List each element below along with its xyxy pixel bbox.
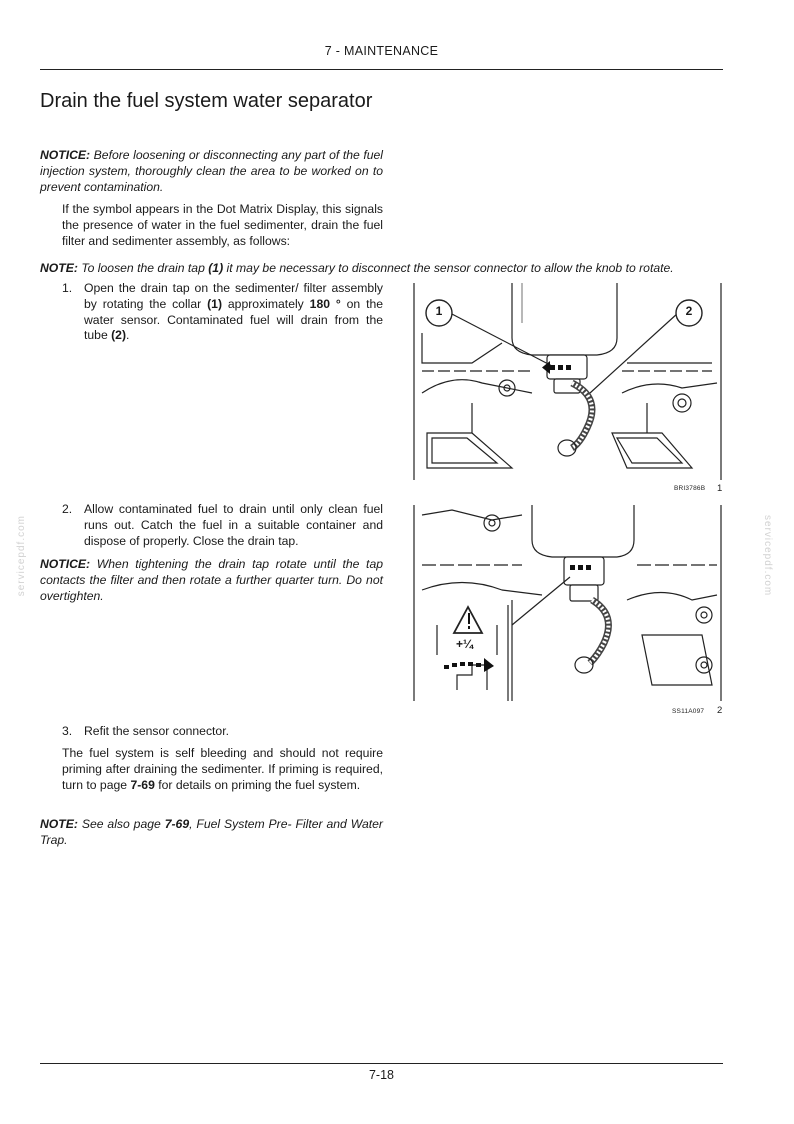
angle-value: 180 °	[309, 296, 341, 311]
bleed-paragraph	[62, 746, 383, 793]
step-number: 2.	[62, 502, 73, 516]
step-text	[84, 281, 383, 344]
figure-2-number: 2	[717, 705, 723, 716]
note-text: See also page	[81, 817, 161, 831]
step-text-part: .	[126, 328, 130, 343]
figure-1-illustration	[412, 283, 723, 480]
page-title: Drain the fuel system water separator	[40, 90, 373, 112]
drain-tap-tighten-diagram	[412, 505, 723, 701]
figure-2-code: SS11A097	[672, 708, 705, 715]
note-label: NOTE:	[40, 261, 78, 275]
page-ref: 7-69	[130, 777, 155, 792]
page-ref: 7-69	[164, 817, 190, 831]
page-number: 7-18	[368, 1068, 395, 1082]
note-text-pre: To loosen the drain tap	[81, 261, 205, 275]
footer-rule	[40, 1063, 723, 1064]
note-ref: (1)	[208, 261, 224, 275]
note-paragraph-2	[40, 817, 383, 849]
step-number: 1.	[62, 281, 73, 295]
notice-paragraph	[40, 148, 383, 195]
step-1	[62, 281, 383, 344]
notice-paragraph-2	[40, 557, 383, 604]
section-header: 7 - MAINTENANCE	[324, 44, 439, 58]
figure-1-number: 1	[717, 483, 723, 494]
watermark-right: servicepdf.com	[762, 515, 773, 597]
notice-text: When tightening the drain tap rotate until the tap contacts the filter and then rotate a further quarter turn. Do not overtighten.	[40, 557, 383, 603]
notice-label: NOTICE:	[40, 148, 91, 162]
sedimenter-drain-diagram	[412, 283, 723, 480]
bleed-text: The fuel system is self bleeding and should not require priming after draining the sedimenter. If priming is required, turn to page	[62, 746, 383, 792]
note-text-post: it may be necessary to disconnect the sensor connector to allow the knob to rotate.	[226, 261, 674, 275]
header-rule	[40, 69, 723, 70]
step-text-part: approximately	[227, 296, 304, 311]
step-text-part: Open the drain tap on the sedimenter/ filter assembly by rotating the collar	[84, 281, 383, 311]
figure-2-illustration	[412, 505, 723, 701]
note-text: , Fuel System Pre- Filter and Water Trap.	[40, 817, 383, 847]
step-3	[62, 724, 383, 740]
callout-2: 2	[685, 304, 693, 318]
step-text-part: on the water sensor. Contaminated fuel will drain from the tube	[84, 296, 384, 343]
step-2	[62, 502, 383, 549]
note-paragraph	[40, 261, 740, 277]
callout-ref: (2)	[111, 328, 127, 343]
step-text: Refit the sensor connector.	[84, 724, 229, 738]
notice-label: NOTICE:	[40, 557, 91, 571]
step-text: Allow contaminated fuel to drain until only clean fuel runs out. Catch the fuel in a suitable container and dispose of properly. Close the drain tap.	[84, 502, 383, 548]
note-label: NOTE:	[40, 817, 78, 831]
callout-1: 1	[435, 304, 443, 318]
figure-1-code: BRI3786B	[674, 485, 706, 492]
notice-text: Before loosening or disconnecting any part of the fuel injection system, thoroughly clean the area to be worked on to prevent contamination.	[40, 148, 383, 194]
bleed-text: for details on priming the fuel system.	[158, 777, 361, 792]
step-number: 3.	[62, 724, 73, 738]
watermark-left: servicepdf.com	[16, 515, 27, 597]
quarter-turn-label: +¼	[456, 637, 474, 651]
callout-ref: (1)	[207, 296, 223, 311]
intro-paragraph: If the symbol appears in the Dot Matrix Display, this signals the presence of water in the fuel sedimenter, drain the fuel filter and sedimenter assembly, as follows:	[62, 202, 383, 248]
